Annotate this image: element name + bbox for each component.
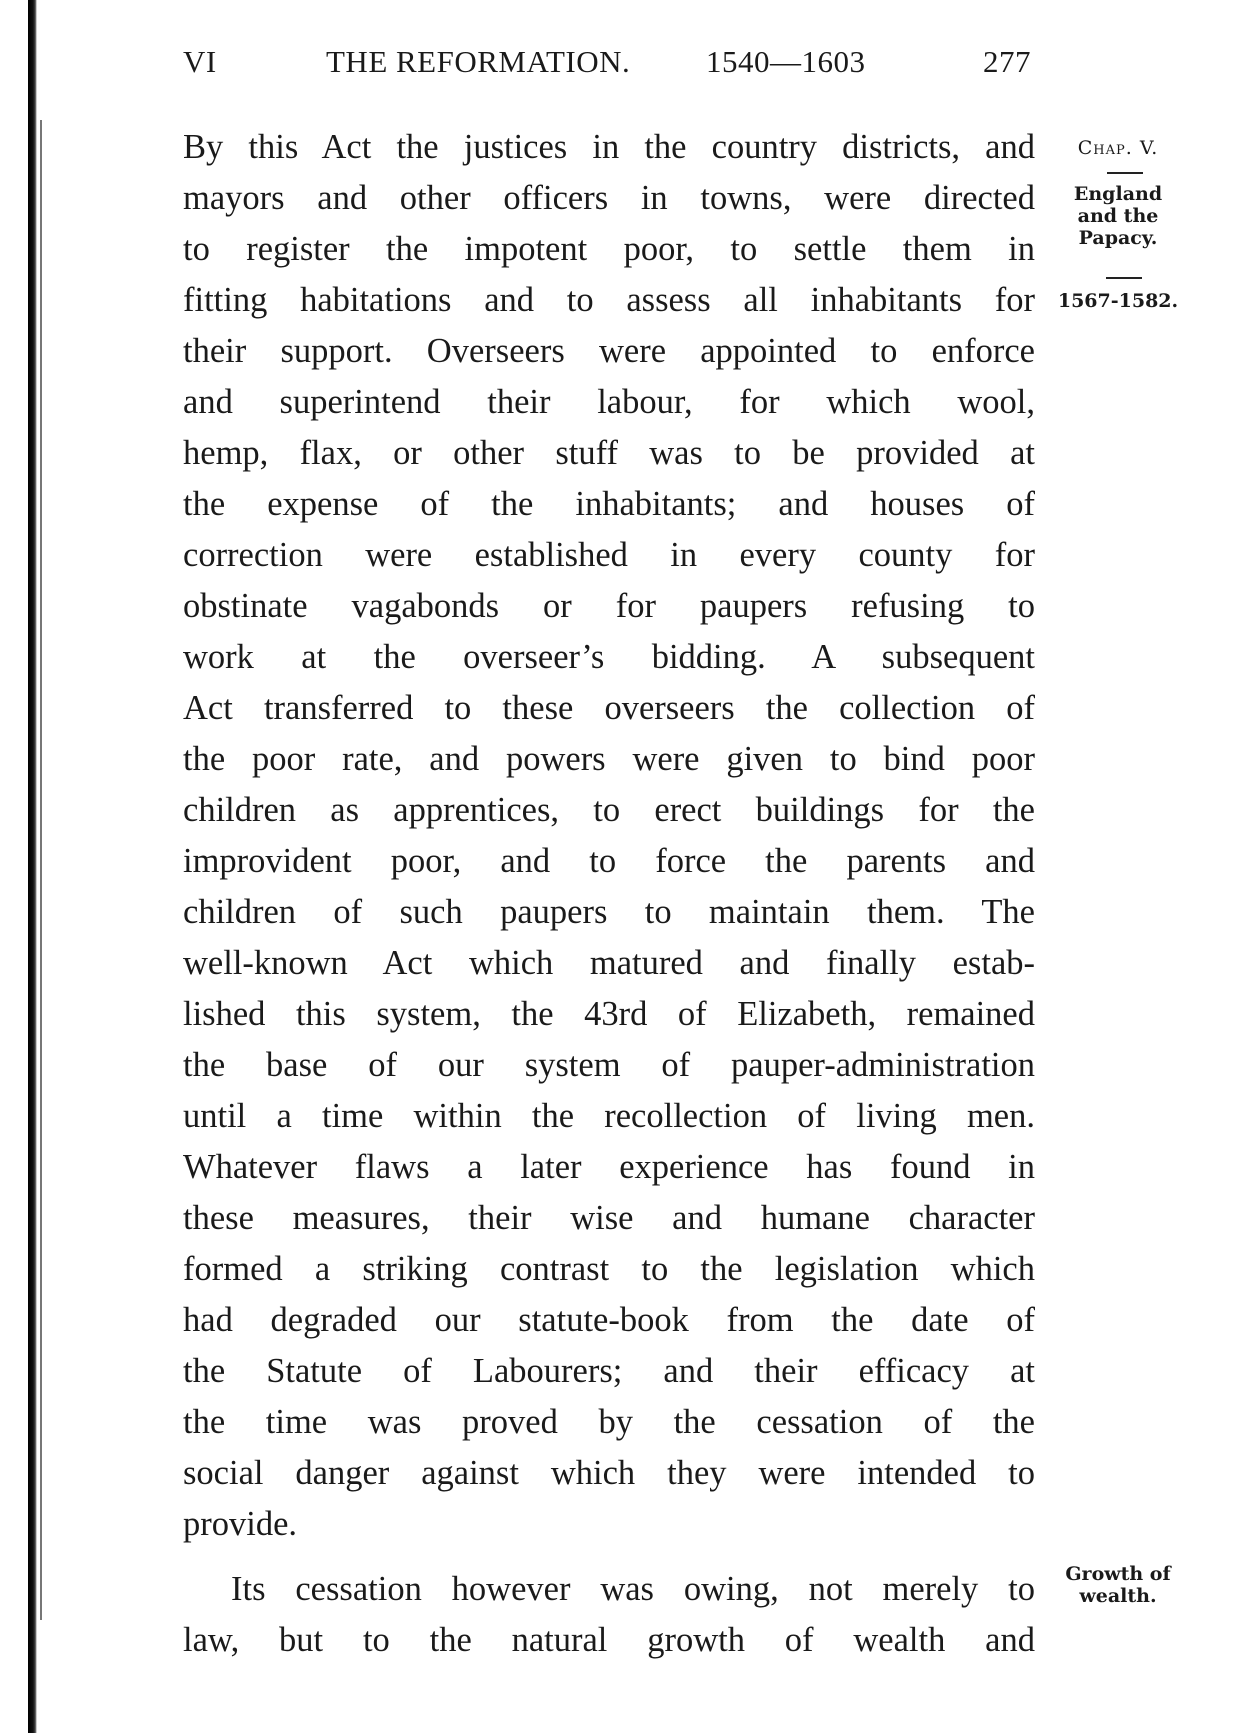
- text-line: until a time within the recollection of living men.: [183, 1097, 1035, 1135]
- text-line: their support. Overseers were appointed to enforce: [183, 332, 1035, 370]
- text-line: had degraded our statute-book from the date of: [183, 1301, 1035, 1339]
- text-line: Whatever flaws a later experience has found in: [183, 1148, 1035, 1186]
- text-line: lished this system, the 43rd of Elizabeth, remained: [183, 995, 1035, 1033]
- running-header: [183, 44, 1035, 88]
- text-line: fitting habitations and to assess all inhabitants for: [183, 281, 1035, 319]
- text-line: law, but to the natural growth of wealth and: [183, 1621, 1035, 1659]
- margin-dates-note: 1567-1582.: [1057, 290, 1179, 312]
- text-line: the time was proved by the cessation of the: [183, 1403, 1035, 1441]
- text-line: mayors and other officers in towns, were directed: [183, 179, 1035, 217]
- text-line: and superintend their labour, for which wool,: [183, 383, 1035, 421]
- margin-topic-line: Papacy.: [1078, 227, 1158, 249]
- margin-growth-line: Growth of: [1065, 1563, 1171, 1585]
- text-line: the poor rate, and powers were given to bind poor: [183, 740, 1035, 778]
- header-chapter: VI: [183, 44, 217, 79]
- text-line: obstinate vagabonds or for paupers refusing to: [183, 587, 1035, 625]
- text-line: children as apprentices, to erect buildings for the: [183, 791, 1035, 829]
- text-line: correction were established in every county for: [183, 536, 1035, 574]
- header-dates: 1540—1603: [706, 44, 866, 79]
- book-spine-line: [40, 120, 42, 1620]
- text-line: By this Act the justices in the country districts, and: [183, 128, 1035, 166]
- book-spine-shadow: [28, 0, 37, 1733]
- margin-rule: [1106, 277, 1142, 279]
- text-line: hemp, flax, or other stuff was to be provided at: [183, 434, 1035, 472]
- text-line: work at the overseer’s bidding. A subsequent: [183, 638, 1035, 676]
- text-line: the base of our system of pauper-administration: [183, 1046, 1035, 1084]
- margin-chapter-label: Chap. V.: [1077, 137, 1159, 159]
- text-line: the Statute of Labourers; and their efficacy at: [183, 1352, 1035, 1390]
- margin-topic-line: England: [1073, 183, 1163, 205]
- text-line: formed a striking contrast to the legislation which: [183, 1250, 1035, 1288]
- text-line: improvident poor, and to force the parents and: [183, 842, 1035, 880]
- text-line: Its cessation however was owing, not merely to: [231, 1570, 1035, 1608]
- text-line: Act transferred to these overseers the collection of: [183, 689, 1035, 727]
- body-text: [183, 122, 1035, 1666]
- margin-growth-line: wealth.: [1079, 1585, 1157, 1607]
- paragraph-2: [183, 1564, 1035, 1666]
- header-title: THE REFORMATION.: [326, 44, 631, 79]
- text-line: well-known Act which matured and finally estab-: [183, 944, 1035, 982]
- text-line: these measures, their wise and humane character: [183, 1199, 1035, 1237]
- paragraph-gap: [183, 1550, 1035, 1564]
- margin-rule: [1107, 172, 1143, 174]
- margin-topic-note: [1052, 183, 1184, 249]
- text-line: social danger against which they were intended to: [183, 1454, 1035, 1492]
- page-number: 277: [983, 44, 1031, 79]
- text-line: to register the impotent poor, to settle them in: [183, 230, 1035, 268]
- text-line: children of such paupers to maintain them. The: [183, 893, 1035, 931]
- text-line: provide.: [183, 1505, 298, 1543]
- paragraph-1: [183, 122, 1035, 1550]
- margin-growth-note: [1052, 1563, 1184, 1607]
- text-line: the expense of the inhabitants; and houses of: [183, 485, 1035, 523]
- margin-topic-line: and the: [1077, 205, 1159, 227]
